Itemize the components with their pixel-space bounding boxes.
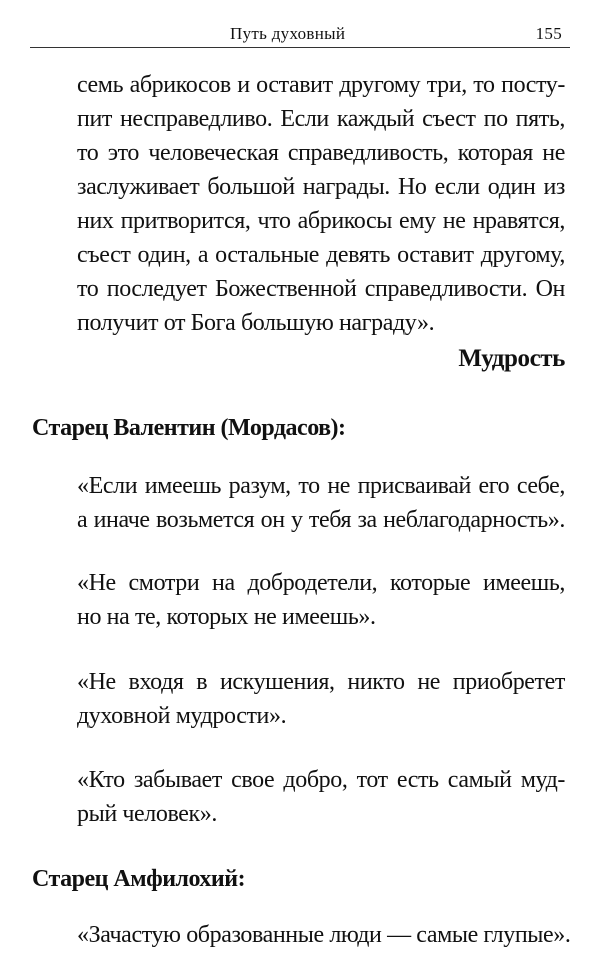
text-line: духовной мудрости».: [77, 703, 287, 729]
text-line: рый человек».: [77, 801, 217, 827]
quote: [77, 566, 565, 634]
text-line: но на те, которых не имеешь».: [77, 604, 376, 630]
text-line: «Если имеешь разум, то не присваивай его себе,: [77, 473, 565, 499]
text-line: «Не входя в искушения, никто не приобретет: [77, 669, 565, 695]
text-line: то это человеческая справедливость, которая не: [77, 140, 565, 166]
text-line: заслуживает большой награды. Но если один из: [77, 174, 565, 200]
text-line: «Не смотри на добродетели, которые имеешь,: [77, 570, 565, 596]
header-rule: [30, 47, 570, 48]
running-title: Путь духовный: [230, 24, 346, 43]
text-line: них притворится, что абрикосы ему не нравятся,: [77, 208, 565, 234]
text-line: пит несправедливо. Если каждый съест по пять,: [77, 106, 565, 132]
text-line: семь абрикосов и оставит другому три, то посту-: [77, 72, 565, 98]
quote: [77, 665, 565, 733]
section-heading: Мудрость: [458, 345, 565, 372]
quote: [77, 918, 571, 952]
author-name: Старец Амфилохий:: [32, 866, 246, 892]
author-name: Старец Валентин (Мордасов):: [32, 415, 346, 441]
quote: [77, 763, 565, 831]
text-line: получит от Бога большую награду».: [77, 310, 435, 336]
text-line: съест один, а остальные девять оставит другому,: [77, 242, 565, 268]
text-line: «Кто забывает свое добро, тот есть самый муд-: [77, 767, 565, 793]
text-line: то последует Божественной справедливости. Он: [77, 276, 565, 302]
page-number: 155: [535, 24, 562, 43]
quote: [77, 469, 565, 537]
text-line: «Зачастую образованные люди — самые глупые».: [77, 922, 571, 948]
intro-paragraph: [77, 68, 565, 340]
text-line: а иначе возьмется он у тебя за неблагодарность».: [77, 507, 565, 533]
